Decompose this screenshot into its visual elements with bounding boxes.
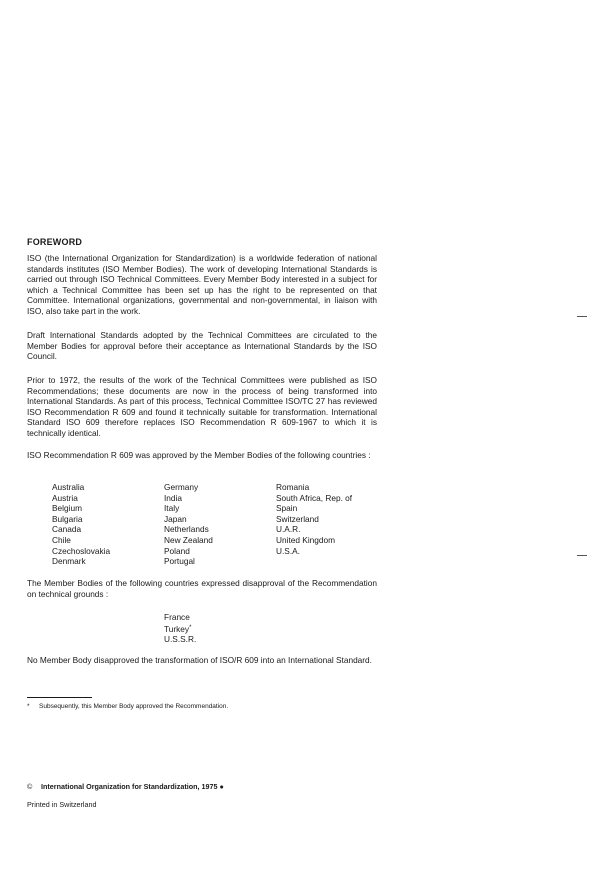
countries-column-2 — [164, 482, 213, 567]
country: Canada — [52, 524, 82, 535]
country: Denmark — [52, 556, 86, 567]
countries-column-3 — [276, 482, 352, 556]
printed-location: Printed in Switzerland — [27, 800, 97, 809]
paragraph-approval-intro: ISO Recommendation R 609 was approved by the Member Bodies of the following countries : — [27, 450, 371, 460]
footnote-mark: * — [27, 703, 30, 710]
copyright-line — [27, 782, 224, 791]
foreword-heading: FOREWORD — [27, 237, 83, 247]
country: Portugal — [164, 556, 195, 567]
country: France — [164, 612, 190, 622]
country: Bulgaria — [52, 513, 83, 524]
paragraph-iso-intro: ISO (the International Organization for Standardization) is a worldwide federation of national standards institutes (ISO Member Bodies). The work of developing International Standards is carried out through ISO Technical Committees. Every Member Body interested in a subject for which a Technical Committee has been set up has the right to be represented on that Committee. International organizations, governmental and non-governmental, in liaison with ISO, also take part in the work. — [27, 253, 377, 316]
country: Belgium — [52, 503, 82, 514]
country: Turkey — [164, 623, 190, 634]
paragraph-disapproval-intro: The Member Bodies of the following countries expressed disapproval of the Recommendation on technical grounds : — [27, 578, 377, 599]
country: Australia — [52, 482, 85, 492]
margin-mark — [577, 555, 587, 556]
country: Japan — [164, 513, 187, 524]
disapproving-countries-list — [164, 612, 196, 645]
country: New Zealand — [164, 534, 213, 545]
country: U.A.R. — [276, 524, 301, 535]
footnote-divider — [27, 697, 92, 698]
footnote — [27, 703, 228, 711]
country: Austria — [52, 492, 78, 503]
country: India — [164, 492, 182, 503]
country: Poland — [164, 545, 190, 556]
country: Netherlands — [164, 524, 209, 535]
country: Czechoslovakia — [52, 545, 111, 556]
copyright-text: International Organization for Standardization, 1975 ● — [41, 782, 224, 791]
country: Chile — [52, 534, 71, 545]
country: Romania — [276, 482, 310, 492]
footnote-text: Subsequently, this Member Body approved the Recommendation. — [39, 703, 229, 710]
country: U.S.S.R. — [164, 634, 197, 645]
paragraph-transformation: Prior to 1972, the results of the work of the Technical Committees were published as ISO Recommendations; these documents are now in the process of being transformed into International Standards. As part of this process, Technical Committee ISO/TC 27 has reviewed ISO Recommendation R 609 and found it technically suitable for transformation. International Standard ISO 609 therefore replaces ISO Recommendation R 609-1967 to which it is technically identical. — [27, 375, 377, 438]
footnote-reference: * — [189, 624, 192, 631]
countries-column-1 — [52, 482, 110, 567]
margin-mark — [577, 316, 587, 317]
country: Italy — [164, 503, 180, 514]
country: Switzerland — [276, 513, 319, 524]
paragraph-draft-standards: Draft International Standards adopted by the Technical Committees are circulated to the Member Bodies for approval before their acceptance as International Standards by the ISO Council. — [27, 330, 377, 362]
country-with-footnote — [164, 623, 196, 635]
country: U.S.A. — [276, 545, 300, 556]
country: United Kingdom — [276, 534, 336, 545]
country: Spain — [276, 503, 298, 514]
paragraph-closing: No Member Body disapproved the transformation of ISO/R 609 into an International Standard. — [27, 655, 372, 665]
copyright-icon: © — [27, 782, 33, 791]
country: Germany — [164, 482, 199, 492]
country: South Africa, Rep. of — [276, 492, 353, 503]
